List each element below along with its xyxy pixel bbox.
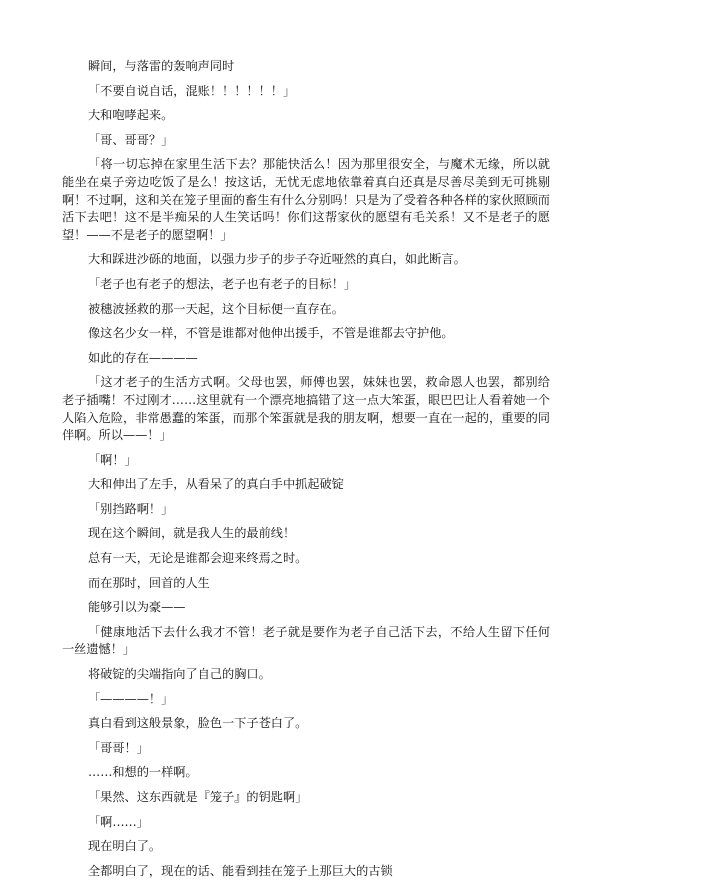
paragraph: 现在这个瞬间，就是我人生的最前线！ xyxy=(88,526,296,541)
paragraph: 瞬间，与落雷的轰响声同时 xyxy=(88,59,235,73)
paragraph: 「老子也有老子的想法，老子也有老子的目标！」 xyxy=(88,276,357,291)
paragraph: 「啊……」 xyxy=(88,814,149,829)
paragraph: 而在那时，回首的人生 xyxy=(88,575,210,590)
paragraph: 被穗波拯救的那一天起，这个目标便一直存在。 xyxy=(88,301,344,316)
paragraph: 如此的存在———— xyxy=(88,350,198,365)
paragraph: 「健康地活下去什么我才不管！老子就是要作为老子自己活下去，不给人生留下任何一丝遗憾！」 xyxy=(62,624,550,657)
paragraph: 大和咆哮起来。 xyxy=(88,108,174,123)
paragraph: 「啊！」 xyxy=(88,452,137,467)
paragraph: 「别挡路啊！」 xyxy=(88,501,174,516)
paragraph: 「————！」 xyxy=(88,691,174,706)
paragraph: 像这名少女一样，不管是谁都对他伸出援手，不管是谁都去守护他。 xyxy=(88,326,454,341)
paragraph: 总有一天，无论是谁都会迎来终焉之时。 xyxy=(88,551,308,566)
paragraph: 「这才老子的生活方式啊。父母也罢，师傅也罢，妹妹也罢，救命恩人也罢，都别给老子插嘴！不过刚才……这里就有一个漂亮地搞错了这一点大笨蛋，眼巴巴让人看着她一个人陷入危险，非常愚蠢的笨蛋，而那个笨蛋就是我的朋友啊，想要一直在一起的，重要的同伴啊。所以——！」 xyxy=(62,375,550,443)
paragraph: ……和想的一样啊。 xyxy=(88,765,198,780)
paragraph: 大和踩进沙砾的地面，以强力步子的步子夺近哑然的真白，如此断言。 xyxy=(88,252,466,267)
paragraph: 「果然、这东西就是『笼子』的钥匙啊」 xyxy=(88,790,308,804)
paragraph: 大和伸出了左手，从看呆了的真白手中抓起破锭 xyxy=(88,477,344,492)
paragraph: 将破锭的尖端指向了自己的胸口。 xyxy=(88,667,271,682)
paragraph: 「哥哥！」 xyxy=(88,740,149,755)
paragraph: 「不要自说自话，混账！！！！！！」 xyxy=(88,83,296,98)
paragraph: 全都明白了，现在的话、能看到挂在笼子上那巨大的古锁 xyxy=(88,863,393,878)
text-page xyxy=(62,58,550,887)
paragraph: 「哥、哥哥？」 xyxy=(88,132,174,147)
paragraph: 「将一切忘掉在家里生活下去？那能快活么！因为那里很安全，与魔术无缘，所以就能坐在桌子旁边吃饭了是么！按这话，无忧无虑地依靠着真白还真是尽善尽美到无可挑剔啊！不过啊，这和关在笼子里面的畜生有什么分别吗！只是为了受着各种各样的家伙照顾而活下去吧！这不是半痴呆的人生笑话吗！你们这帮家伙的愿望有毛关系！又不是老子的愿望！——不是老子的愿望啊！」 xyxy=(62,157,550,242)
paragraph: 能够引以为豪—— xyxy=(88,600,186,615)
paragraph: 现在明白了。 xyxy=(88,839,162,854)
paragraph: 真白看到这般景象，脸色一下子苍白了。 xyxy=(88,716,308,731)
